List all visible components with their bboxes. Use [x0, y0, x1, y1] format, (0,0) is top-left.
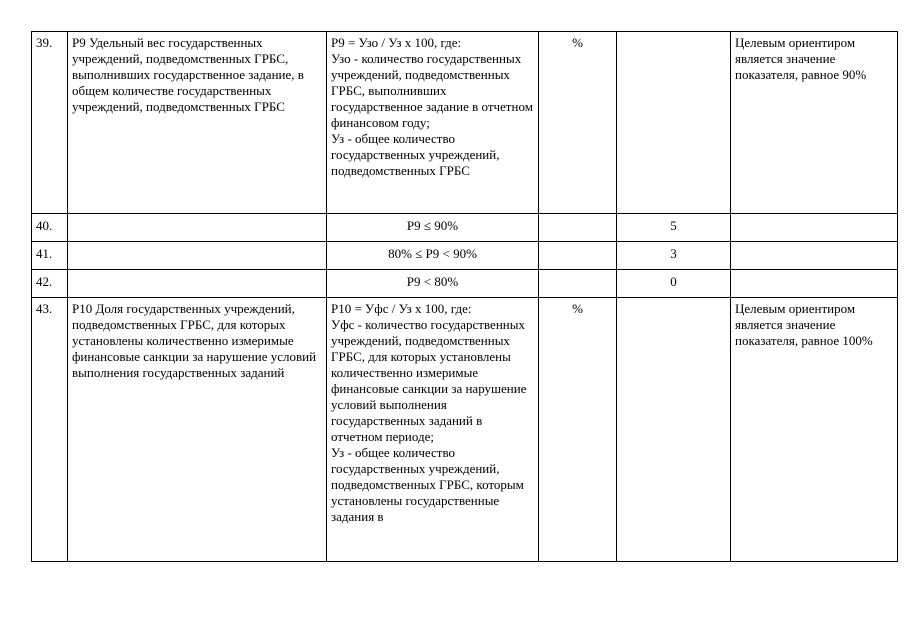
unit-cell: % [539, 298, 617, 562]
table-row [32, 298, 898, 562]
indicator-name: Р10 Доля государственных учреждений, подведомственных ГРБС, для которых установлены количественно измеримые финансовые санкции за нарушение условий выполнения государственных заданий [68, 298, 327, 562]
note-cell [731, 242, 898, 270]
note-cell: Целевым ориентиром является значение показателя, равное 100% [731, 298, 898, 562]
row-number: 41. [32, 242, 68, 270]
unit-cell [539, 214, 617, 242]
points-cell [617, 32, 731, 214]
note-cell [731, 270, 898, 298]
row-number: 40. [32, 214, 68, 242]
note-cell: Целевым ориентиром является значение показателя, равное 90% [731, 32, 898, 214]
indicator-name [68, 214, 327, 242]
table-row [32, 270, 898, 298]
indicator-formula: Р9 = Узо / Уз х 100, где: Узо - количество государственных учреждений, подведомственных ГРБС, выполнивших государственное задание в отчетном финансовом году; Уз - общее количество государственных учреждений, подведомственных ГРБС [327, 32, 539, 214]
points-cell: 0 [617, 270, 731, 298]
unit-cell [539, 270, 617, 298]
indicator-formula: 80% ≤ Р9 < 90% [327, 242, 539, 270]
note-cell [731, 214, 898, 242]
unit-cell: % [539, 32, 617, 214]
points-cell [617, 298, 731, 562]
indicator-name [68, 242, 327, 270]
row-number: 42. [32, 270, 68, 298]
table-row [32, 242, 898, 270]
indicator-name [68, 270, 327, 298]
indicator-formula: Р9 ≤ 90% [327, 214, 539, 242]
table-row [32, 32, 898, 214]
points-cell: 3 [617, 242, 731, 270]
points-cell: 5 [617, 214, 731, 242]
row-number: 43. [32, 298, 68, 562]
table-row [32, 214, 898, 242]
indicator-name: Р9 Удельный вес государственных учреждений, подведомственных ГРБС, выполнивших государственное задание, в общем количестве государственных учреждений, подведомственных ГРБС [68, 32, 327, 214]
indicator-formula: Р9 < 80% [327, 270, 539, 298]
unit-cell [539, 242, 617, 270]
row-number: 39. [32, 32, 68, 214]
indicator-formula: Р10 = Уфс / Уз х 100, где: Уфс - количество государственных учреждений, подведомственных ГРБС, для которых установлены количественно измеримые финансовые санкции за нарушение условий выполнения государственных заданий в отчетном периоде; Уз - общее количество государственных учреждений, подведомственных ГРБС, которым установлены государственные задания в [327, 298, 539, 562]
indicators-table [31, 31, 898, 562]
